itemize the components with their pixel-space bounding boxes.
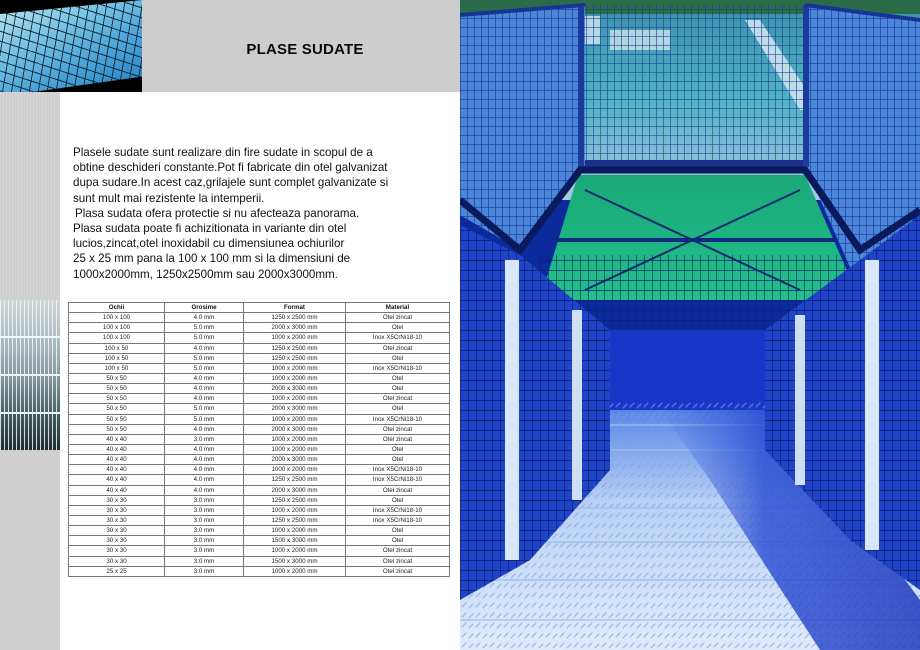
cell-material: Otel zincat <box>346 485 450 495</box>
cell-grosime: 3.0 mm <box>165 505 244 515</box>
table-row <box>69 566 450 576</box>
column-header-ochii: Ochii <box>69 303 165 313</box>
cell-format: 1000 x 2000 mm <box>244 363 346 373</box>
cell-grosime: 3.0 mm <box>165 546 244 556</box>
cell-format: 1000 x 2000 mm <box>244 444 346 454</box>
cell-material: Otel zincat <box>346 343 450 353</box>
table-row <box>69 485 450 495</box>
description-line: Plasa sudata poate fi achizitionata in variante din otel <box>73 222 347 236</box>
table-row <box>69 526 450 536</box>
table-row <box>69 363 450 373</box>
cell-material: Otel <box>346 373 450 383</box>
cell-material: Otel <box>346 526 450 536</box>
cell-format: 1000 x 2000 mm <box>244 333 346 343</box>
cell-grosime: 4.0 mm <box>165 424 244 434</box>
cell-grosime: 3.0 mm <box>165 515 244 525</box>
cell-material: Otel <box>346 455 450 465</box>
cell-format: 1000 x 2000 mm <box>244 394 346 404</box>
cell-material: Otel <box>346 444 450 454</box>
cell-ochii: 30 x 30 <box>69 495 165 505</box>
cell-material: Inox X5CrNi18-10 <box>346 414 450 424</box>
cell-format: 1000 x 2000 mm <box>244 465 346 475</box>
table-row <box>69 444 450 454</box>
cell-ochii: 30 x 30 <box>69 515 165 525</box>
description-line: lucios,zincat,otel inoxidabil cu dimensiunea ochiurilor <box>73 237 345 251</box>
cell-format: 2000 x 3000 mm <box>244 404 346 414</box>
table-header-row <box>69 303 450 313</box>
mesh-thumbnail-image <box>0 0 142 92</box>
table-row <box>69 394 450 404</box>
cell-material: Otel zincat <box>346 434 450 444</box>
cell-grosime: 5.0 mm <box>165 363 244 373</box>
cell-grosime: 3.0 mm <box>165 536 244 546</box>
cell-material: Otel <box>346 404 450 414</box>
cell-ochii: 50 x 50 <box>69 404 165 414</box>
cell-material: Otel <box>346 353 450 363</box>
cell-format: 1250 x 2500 mm <box>244 313 346 323</box>
table-row <box>69 515 450 525</box>
cell-ochii: 40 x 40 <box>69 455 165 465</box>
cell-ochii: 100 x 100 <box>69 333 165 343</box>
table-row <box>69 313 450 323</box>
cell-material: Inox X5CrNi18-10 <box>346 465 450 475</box>
cell-format: 1250 x 2500 mm <box>244 353 346 363</box>
mesh-panels-image <box>0 300 60 450</box>
cell-ochii: 40 x 40 <box>69 434 165 444</box>
header-band <box>142 0 460 92</box>
cell-format: 1250 x 2500 mm <box>244 475 346 485</box>
table-row <box>69 495 450 505</box>
cell-format: 1000 x 2000 mm <box>244 546 346 556</box>
description-line: dupa sudare.In acest caz,grilajele sunt complet galvanizate si <box>73 176 389 190</box>
cell-grosime: 4.0 mm <box>165 384 244 394</box>
cell-grosime: 4.0 mm <box>165 373 244 383</box>
table-row <box>69 465 450 475</box>
table-row <box>69 536 450 546</box>
table-row <box>69 414 450 424</box>
table-row <box>69 556 450 566</box>
description-line: obtine deschideri constante.Pot fi fabricate din otel galvanizat <box>73 161 388 175</box>
cell-format: 2000 x 3000 mm <box>244 323 346 333</box>
cell-ochii: 30 x 30 <box>69 526 165 536</box>
cell-grosime: 5.0 mm <box>165 323 244 333</box>
cell-material: Inox X5CrNi18-10 <box>346 475 450 485</box>
table-row <box>69 333 450 343</box>
description-line: 25 x 25 mm pana la 100 x 100 mm si la dimensiuni de <box>73 252 351 266</box>
cell-grosime: 4.0 mm <box>165 444 244 454</box>
cell-grosime: 4.0 mm <box>165 485 244 495</box>
table-row <box>69 373 450 383</box>
cell-format: 2000 x 3000 mm <box>244 384 346 394</box>
cell-format: 1250 x 2500 mm <box>244 495 346 505</box>
table-row <box>69 424 450 434</box>
cell-material: Otel zincat <box>346 556 450 566</box>
cell-ochii: 30 x 30 <box>69 505 165 515</box>
cell-format: 1000 x 2000 mm <box>244 434 346 444</box>
page-title: PLASE SUDATE <box>246 40 364 58</box>
cell-material: Otel zincat <box>346 546 450 556</box>
cell-format: 1000 x 2000 mm <box>244 505 346 515</box>
table-row <box>69 343 450 353</box>
staircase-photo <box>460 0 920 650</box>
cell-ochii: 100 x 50 <box>69 343 165 353</box>
table-row <box>69 404 450 414</box>
cell-material: Inox X5CrNi18-10 <box>346 363 450 373</box>
cell-ochii: 50 x 50 <box>69 373 165 383</box>
cell-grosime: 3.0 mm <box>165 434 244 444</box>
cell-ochii: 40 x 40 <box>69 475 165 485</box>
column-header-material: Material <box>346 303 450 313</box>
cell-grosime: 4.0 mm <box>165 455 244 465</box>
cell-ochii: 100 x 100 <box>69 323 165 333</box>
cell-format: 1500 x 3000 mm <box>244 556 346 566</box>
cell-material: Otel <box>346 323 450 333</box>
cell-ochii: 30 x 30 <box>69 546 165 556</box>
cell-format: 1000 x 2000 mm <box>244 373 346 383</box>
cell-ochii: 50 x 50 <box>69 424 165 434</box>
table-row <box>69 546 450 556</box>
cell-ochii: 50 x 50 <box>69 394 165 404</box>
description-line: sunt mult mai rezistente la intemperii. <box>73 191 265 205</box>
cell-format: 1000 x 2000 mm <box>244 526 346 536</box>
cell-grosime: 3.0 mm <box>165 566 244 576</box>
cell-grosime: 3.0 mm <box>165 556 244 566</box>
cell-material: Otel zincat <box>346 424 450 434</box>
cell-material: Otel <box>346 536 450 546</box>
cell-grosime: 4.0 mm <box>165 343 244 353</box>
product-description <box>73 145 458 282</box>
cell-ochii: 40 x 40 <box>69 485 165 495</box>
table-row <box>69 384 450 394</box>
table-row <box>69 434 450 444</box>
description-line: 1000x2000mm, 1250x2500mm sau 2000x3000mm. <box>73 267 338 281</box>
cell-grosime: 3.0 mm <box>165 495 244 505</box>
cell-format: 1250 x 2500 mm <box>244 343 346 353</box>
cell-grosime: 4.0 mm <box>165 394 244 404</box>
cell-ochii: 50 x 50 <box>69 414 165 424</box>
cell-ochii: 40 x 40 <box>69 444 165 454</box>
cell-format: 2000 x 3000 mm <box>244 485 346 495</box>
cell-ochii: 25 x 25 <box>69 566 165 576</box>
cell-format: 1250 x 2500 mm <box>244 515 346 525</box>
cell-grosime: 5.0 mm <box>165 333 244 343</box>
cell-grosime: 4.0 mm <box>165 475 244 485</box>
table-row <box>69 323 450 333</box>
cell-grosime: 5.0 mm <box>165 404 244 414</box>
table-row <box>69 505 450 515</box>
specifications-table <box>68 302 450 577</box>
cell-ochii: 100 x 100 <box>69 313 165 323</box>
cell-ochii: 50 x 50 <box>69 384 165 394</box>
cell-material: Otel zincat <box>346 313 450 323</box>
table-row <box>69 455 450 465</box>
cell-material: Otel zincat <box>346 394 450 404</box>
cell-grosime: 5.0 mm <box>165 414 244 424</box>
cell-format: 2000 x 3000 mm <box>244 455 346 465</box>
cell-format: 2000 x 3000 mm <box>244 424 346 434</box>
cell-format: 1500 x 3000 mm <box>244 536 346 546</box>
column-header-grosime: Grosime <box>165 303 244 313</box>
cell-grosime: 5.0 mm <box>165 353 244 363</box>
cell-material: Otel <box>346 384 450 394</box>
column-header-format: Format <box>244 303 346 313</box>
description-line: Plasele sudate sunt realizare din fire sudate in scopul de a <box>73 146 373 159</box>
cell-grosime: 4.0 mm <box>165 313 244 323</box>
cell-ochii: 100 x 50 <box>69 363 165 373</box>
cell-ochii: 30 x 30 <box>69 536 165 546</box>
cell-format: 1000 x 2000 mm <box>244 414 346 424</box>
cell-material: Inox X5CrNi18-10 <box>346 505 450 515</box>
cell-format: 1000 x 2000 mm <box>244 566 346 576</box>
cell-material: Otel zincat <box>346 566 450 576</box>
cell-material: Inox X5CrNi18-10 <box>346 333 450 343</box>
description-line: Plasa sudata ofera protectie si nu afecteaza panorama. <box>75 206 360 220</box>
cell-ochii: 40 x 40 <box>69 465 165 475</box>
cell-ochii: 100 x 50 <box>69 353 165 363</box>
cell-material: Otel <box>346 495 450 505</box>
cell-grosime: 3.0 mm <box>165 526 244 536</box>
cell-material: Inox X5CrNi18-10 <box>346 515 450 525</box>
table-row <box>69 475 450 485</box>
table-row <box>69 353 450 363</box>
cell-ochii: 30 x 30 <box>69 556 165 566</box>
cell-grosime: 4.0 mm <box>165 465 244 475</box>
